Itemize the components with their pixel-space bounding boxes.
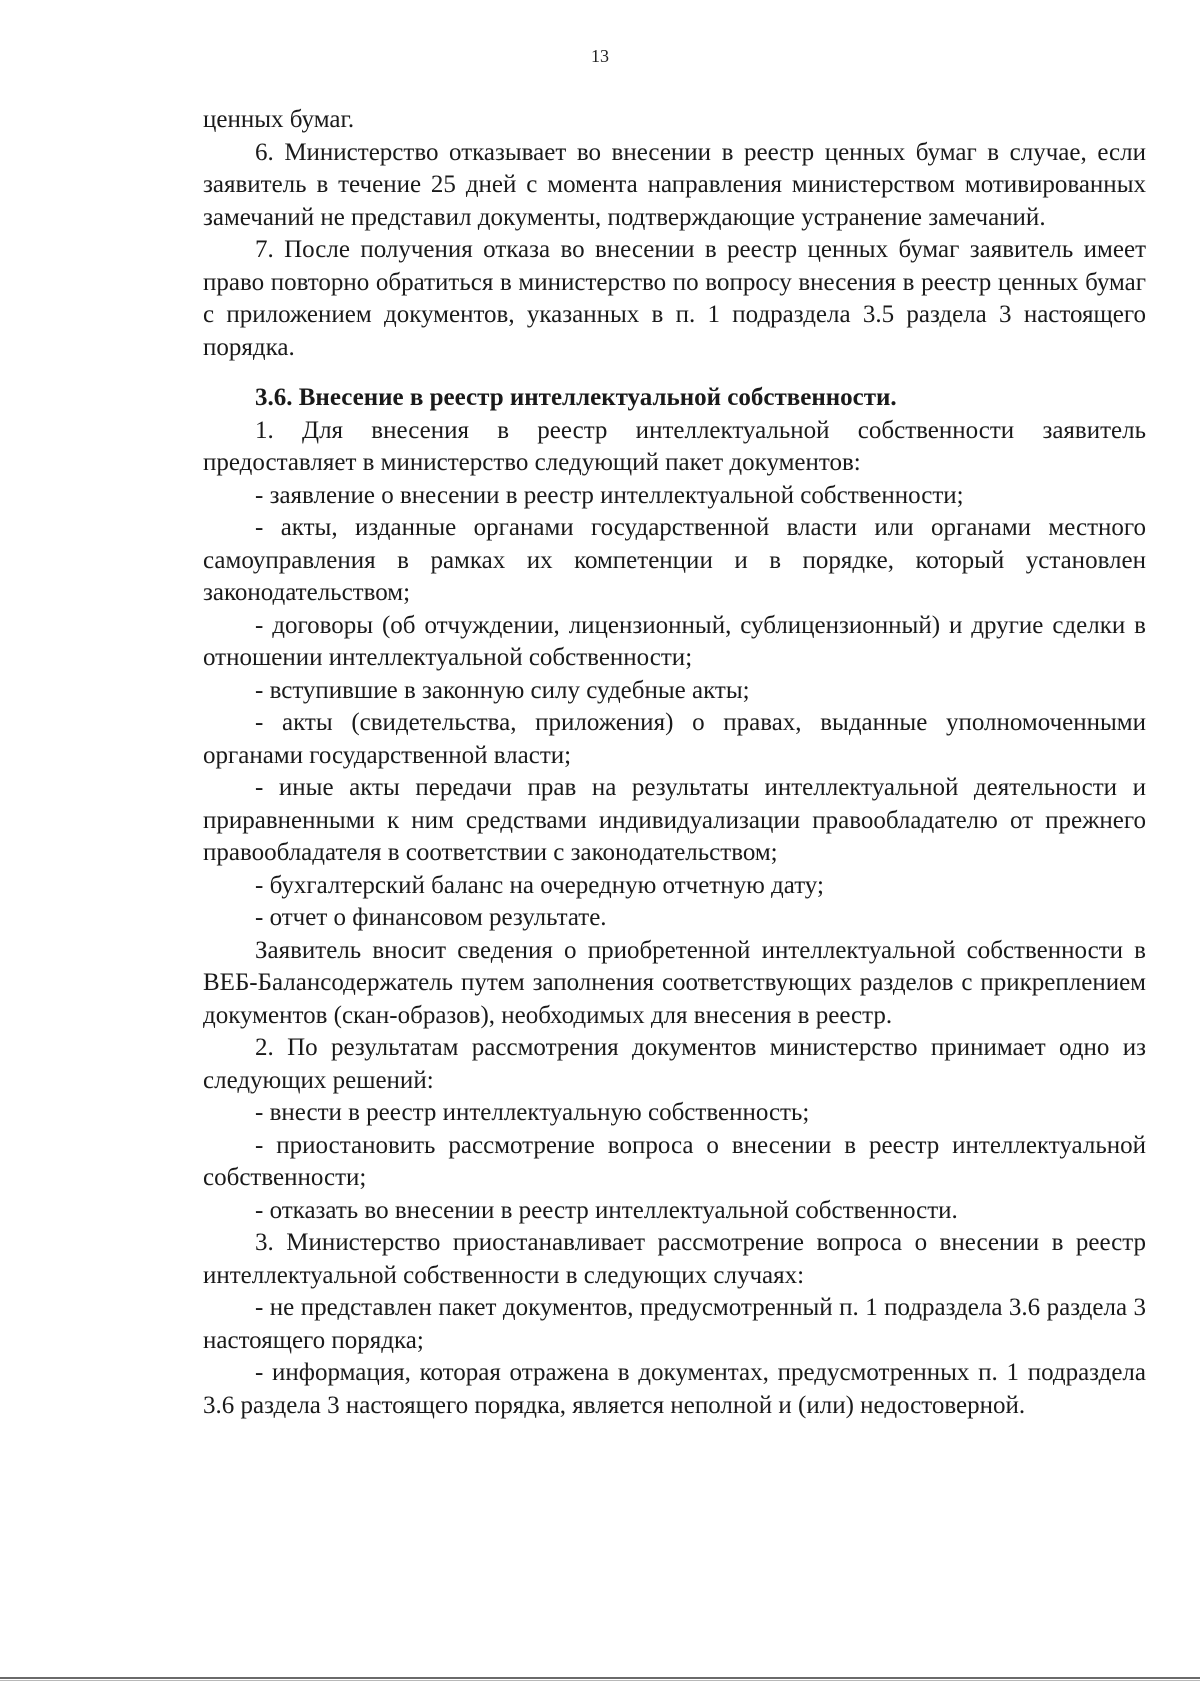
- list-item: - заявление о внесении в реестр интеллектуальной собственности;: [255, 481, 964, 509]
- list-item: - акты, изданные органами государственной власти или органами местного самоуправления в рамках их компетенции и в порядке, который установлен законодательством;: [203, 514, 1146, 606]
- page-number: 13: [591, 46, 609, 66]
- list-item: - иные акты передачи прав на результаты интеллектуальной деятельности и приравненными к ним средствами индивидуализации правообладателю от прежнего правообладателя в соответствии с законодательством;: [203, 774, 1146, 866]
- paragraph-item-1: 1. Для внесения в реестр интеллектуальной собственности заявитель предоставляет в министерство следующий пакет документов:: [203, 416, 1146, 476]
- list-item: - отказать во внесении в реестр интеллектуальной собственности.: [255, 1196, 958, 1224]
- list-item: - не представлен пакет документов, предусмотренный п. 1 подраздела 3.6 раздела 3 настоящего порядка;: [203, 1294, 1146, 1354]
- paragraph-applicant: Заявитель вносит сведения о приобретенной интеллектуальной собственности в ВЕБ-Балансодержатель путем заполнения соответствующих разделов с прикреплением документов (скан-образов), необходимых для внесения в реестр.: [203, 936, 1146, 1029]
- paragraph-continuation: ценных бумаг.: [203, 106, 355, 133]
- list-item: - информация, которая отражена в документах, предусмотренных п. 1 подраздела 3.6 раздела 3 настоящего порядка, является неполной и (или) недостоверной.: [203, 1359, 1146, 1419]
- bottom-scan-rule: [0, 1677, 1200, 1679]
- section-heading-3-6: 3.6. Внесение в реестр интеллектуальной собственности.: [255, 384, 897, 411]
- list-item: - отчет о финансовом результате.: [255, 904, 607, 931]
- list-item: - вступившие в законную силу судебные акты;: [255, 676, 750, 704]
- list-item: - приостановить рассмотрение вопроса о внесении в реестр интеллектуальной собственности;: [203, 1131, 1146, 1191]
- paragraph-item-7: 7. После получения отказа во внесении в реестр ценных бумаг заявитель имеет право повторно обратиться в министерство по вопросу внесения в реестр ценных бумаг с приложением документов, указанных в п. 1 подраздела 3.5 раздела 3 настоящего порядка.: [203, 236, 1146, 361]
- list-item: - внести в реестр интеллектуальную собственность;: [255, 1099, 810, 1126]
- list-item: - договоры (об отчуждении, лицензионный, сублицензионный) и другие сделки в отношении интеллектуальной собственности;: [203, 611, 1146, 671]
- document-body: [203, 104, 1146, 1422]
- paragraph-item-6: 6. Министерство отказывает во внесении в реестр ценных бумаг в случае, если заявитель в течение 25 дней с момента направления министерством мотивированных замечаний не представил документы, подтверждающие устранение замечаний.: [203, 138, 1146, 231]
- list-item: - акты (свидетельства, приложения) о правах, выданные уполномоченными органами государственной власти;: [203, 709, 1146, 769]
- list-item: - бухгалтерский баланс на очередную отчетную дату;: [255, 871, 824, 899]
- paragraph-item-3: 3. Министерство приостанавливает рассмотрение вопроса о внесении в реестр интеллектуальной собственности в следующих случаях:: [203, 1229, 1146, 1289]
- bottom-scan-rule-shadow: [0, 1680, 1200, 1681]
- paragraph-item-2: 2. По результатам рассмотрения документов министерство принимает одно из следующих решений:: [203, 1034, 1146, 1094]
